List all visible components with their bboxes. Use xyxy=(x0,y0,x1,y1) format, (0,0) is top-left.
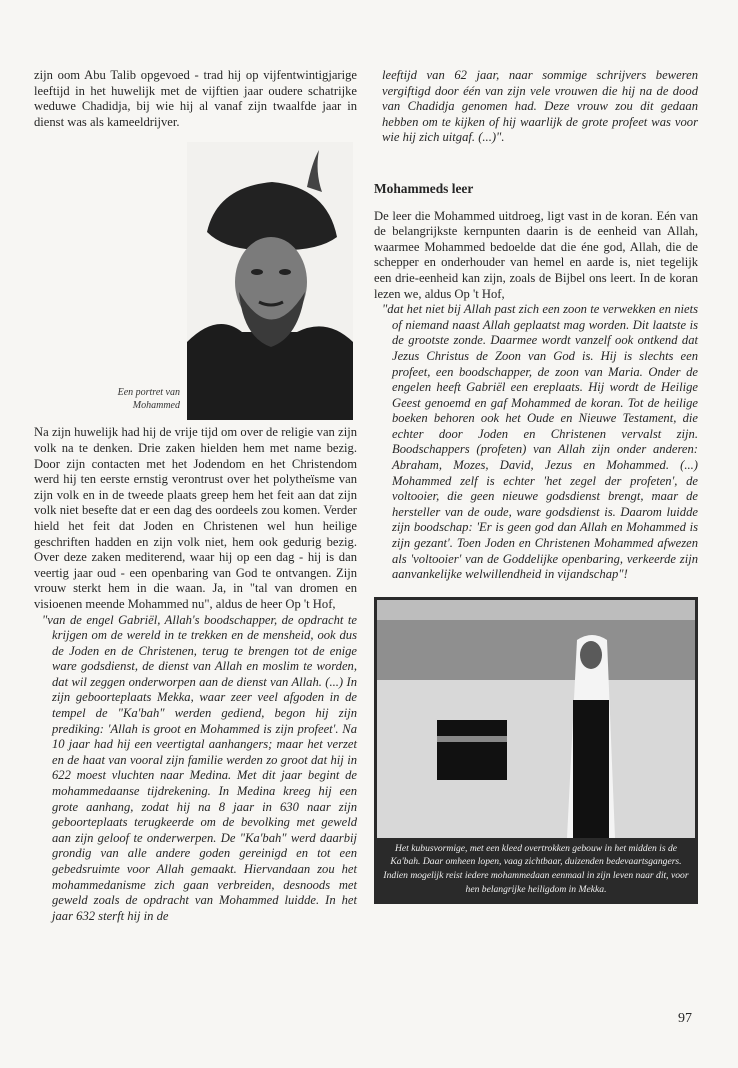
koran-quote: "dat het niet bij Allah past zich een zoon te verwekken en niets of niemand naast Allah geplaatst mag worden. Dit laatste is de grootste zonde. Daarmee wordt vanzelf ook ontkend dat Jezus Christus de Zoon van God is. Hij is slechts een profeet, een boodschapper, de zoon van Maria. Onder de engelen heeft Gabriël een ereplaats. Hij wordt de Heilige Geest genoemd en gaf Mohammed de koran. Tot de heilige boeken behoren ook het Oude en Nieuwe Testament, die echter door Joden en Christenen vervalst zijn. Boodschappers (profeten) van Allah zijn onder anderen: Abraham, Mozes, David, Jezus en Mohammed. (...) Mohammed zelf is echter 'het zegel der profeten', de voltooier, die geen nieuwe godsdienst brengt, maar de hersteller van de oude, ware godsdienst is. Daarom luidde zijn boodschap: 'Er is geen god dan Allah en Mohammed is zijn gezant'. Toen Joden en Christenen Mohammed afwezen als 'voltooier' van de Goddelijke openbaring, verkeerde zijn aanvankelijke welwillendheid in vijandschap"! xyxy=(382,302,698,582)
portrait-illustration xyxy=(187,142,353,420)
page-number: 97 xyxy=(678,1011,692,1026)
quote-continuation: leeftijd van 62 jaar, naar sommige schrijvers beweren vergiftigd door één van zijn vele vrouwen die hij na de dood van Chadidja genomen had. Deze vrouw zou dit gedaan hebben om te kijken of hij waarlijk de grote profeet was voor wie hij zich uitgaf. (...)". xyxy=(382,68,698,145)
portrait-caption: Een portret van Mohammed xyxy=(117,387,180,412)
intro-paragraph: zijn oom Abu Talib opgevoed - trad hij op vijfentwintigjarige leeftijd in het huwelijk met de vijftien jaar oudere schatrijke weduwe Chadidja, bij wie hij al vanaf zijn twaalfde jaar in dienst was als kameeldrijver. xyxy=(34,68,357,129)
portrait-figure xyxy=(34,142,357,425)
left-column xyxy=(34,68,357,924)
kaaba-figure xyxy=(374,597,698,904)
portrait-image xyxy=(187,142,353,420)
section-heading: Mohammeds leer xyxy=(374,180,474,196)
kaaba-photo xyxy=(377,600,695,838)
quote-block: "van de engel Gabriël, Allah's boodschapper, de opdracht te krijgen om de wereld in te trekken en de mensheid, ook dus de Joden en de Christenen, terug te brengen tot de enige ware godsdienst, de dienst van Allah en moslim te worden, dat wil zeggen onderworpen aan de dienst van Allah. (...) In zijn geboorteplaats Mekka, waar zeer veel afgoden in de tempel de "Ka'bah" werden gediend, begon hij zijn prediking: 'Allah is groot en Mohammed is zijn profeet'. Na 10 jaar had hij een veertigtal aanhangers; maar het verzet en de haat van vooral zijn familie werden zo groot dat hij in 622 moest vluchten naar Medina. Met dit jaar begint de mohammedaanse tijdrekening. In Medina kreeg hij een grote aanhang, zodat hij na 8 jaar in 630 naar zijn geboorteplaats terugkeerde om de bevolking met geweld aan zijn geloof te onderwerpen. De "Ka'bah" werd daarbij grondig van alle andere goden gereinigd en tot een gebedsruimte voor Allah gemaakt. Hiervandaan zou het mohammedanisme zich gaan verbreiden, desnoods met geweld zoals de opdracht van Mohammed luidde. In het jaar 632 sterft hij in de xyxy=(42,612,357,923)
right-column xyxy=(374,68,698,904)
body-paragraph: Na zijn huwelijk had hij de vrije tijd om over de religie van zijn volk na te denken. Drie zaken hielden hem met name bezig. Door zijn contacten met het Jodendom en het Christendom werd hij ten eerste ernstig verontrust over het polytheïsme van zijn volk en in de tweede plaats greep hem het feit aan dat zijn volk niet besefte dat er een dag des oordeels zou komen. Verder hield het feit dat Joden en Christenen wel hun heilige geschriften hadden en zijn volk niet, hem ook gedurig bezig. Over deze zaken mediterend, waar hij op een dag - hij is dan veertig jaar oud - een openbaring van God te ontvangen. Zijn vrouw sterkt hem in die waan. Ja, in "tal van dromen en visioenen meende Mohammed nu", aldus de heer Op 't Hof, xyxy=(34,425,357,611)
leer-paragraph: De leer die Mohammed uitdroeg, ligt vast in de koran. Eén van de belangrijkste kernpunten daarin is de eenheid van Allah, waarmee Mohammed bedoelde dat die éne god, Allah, die de schepper en onderhouder van hemel en aarde is, niet tegelijk een drie-eenheid kan zijn, zoals de Bijbel ons leert. In de koran lezen we, aldus Op 't Hof, xyxy=(374,208,698,301)
kaaba-caption: Het kubusvormige, met een kleed overtrokken gebouw in het midden is de Ka'bah. Daar omheen lopen, vaag zichtbaar, duizenden bedevaartsgangers. Indien mogelijk reist iedere mohammedaan eenmaal in zijn leven naar dit, voor hen belangrijke heiligdom in Mekka. xyxy=(383,842,689,895)
